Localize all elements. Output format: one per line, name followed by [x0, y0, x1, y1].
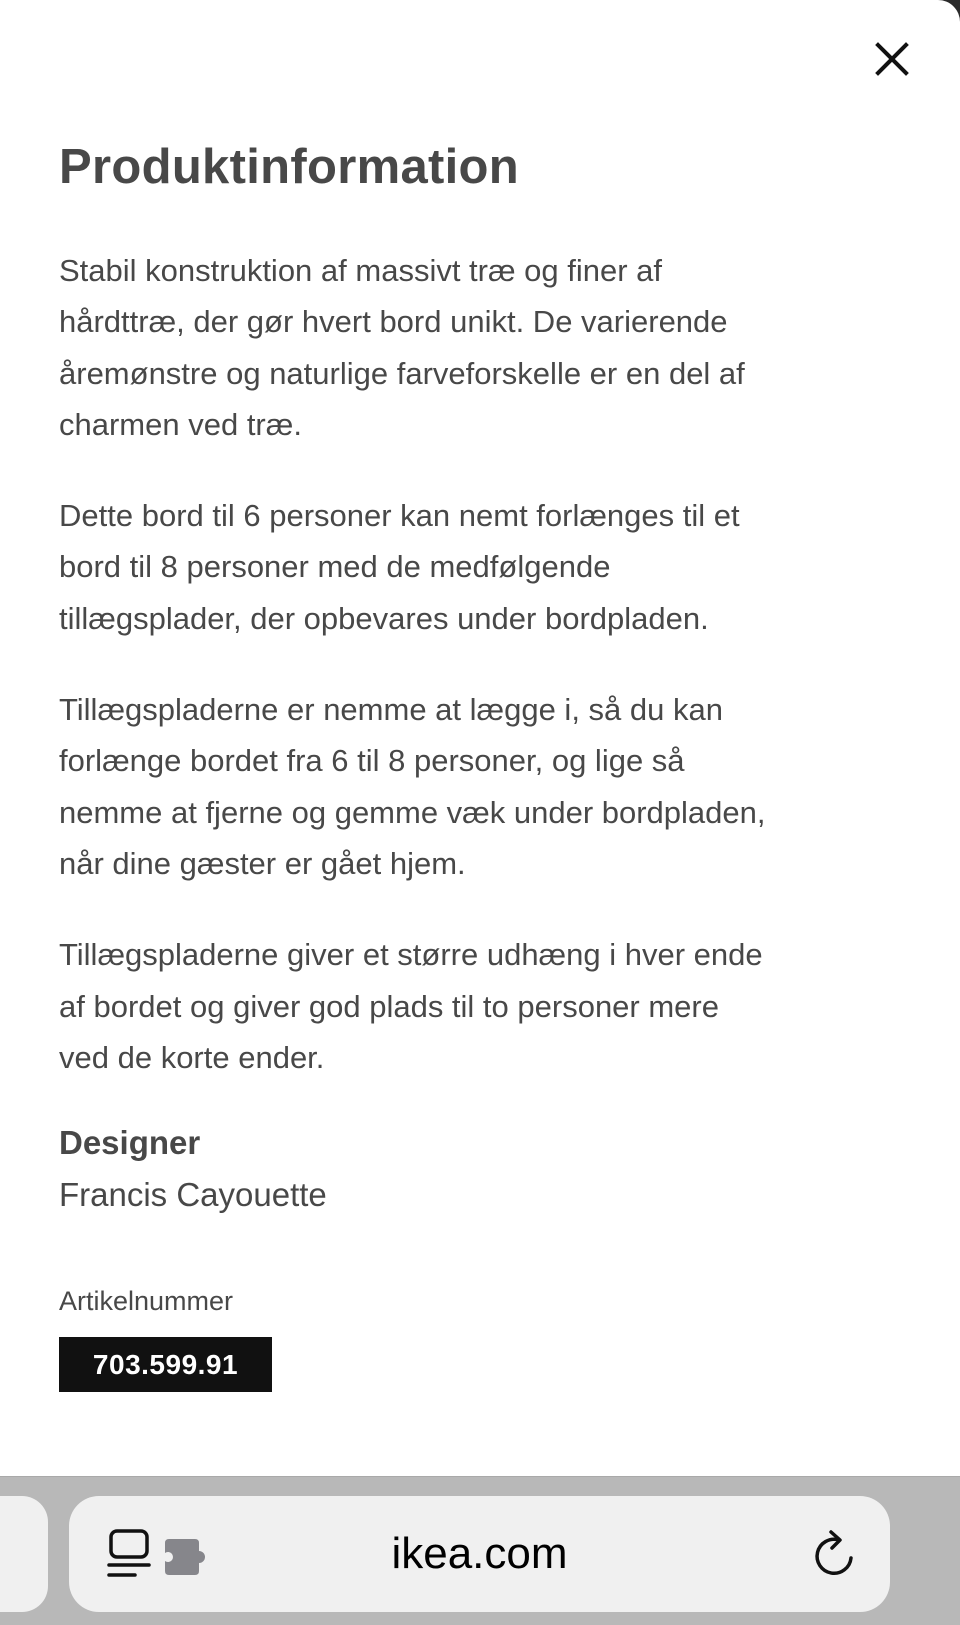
url-text[interactable]: ikea.com — [391, 1529, 568, 1578]
text-line: bord til 8 personer med de medfølgende — [59, 549, 611, 585]
product-description — [59, 245, 919, 1123]
designer-name: Francis Cayouette — [59, 1176, 327, 1213]
reload-icon — [809, 1530, 859, 1580]
designer-heading: Designer — [59, 1124, 201, 1161]
article-number-label: Artikelnummer — [59, 1286, 234, 1316]
text-line: Tillægspladerne giver et større udhæng i hver ende — [59, 937, 763, 973]
description-paragraph — [59, 684, 919, 889]
text-line: ved de korte ender. — [59, 1039, 325, 1075]
text-line: Dette bord til 6 personer kan nemt forlænges til et — [59, 498, 740, 534]
previous-tab-pill[interactable] — [0, 1496, 48, 1612]
description-paragraph — [59, 929, 919, 1083]
text-line: af bordet og giver god plads til to personer mere — [59, 988, 719, 1024]
description-paragraph — [59, 245, 919, 450]
text-line: nemme at fjerne og gemme væk under bordpladen, — [59, 794, 766, 830]
text-line: åremønstre og naturlige farveforskelle er en del af — [59, 355, 745, 391]
text-line: charmen ved træ. — [59, 406, 302, 442]
text-line: Stabil konstruktion af massivt træ og finer af — [59, 253, 663, 288]
text-line: når dine gæster er gået hjem. — [59, 845, 466, 881]
close-icon — [872, 39, 912, 79]
reload-button[interactable] — [809, 1530, 859, 1580]
text-line: Tillægspladerne er nemme at lægge i, så du kan — [59, 692, 723, 728]
address-bar[interactable] — [69, 1496, 890, 1612]
description-paragraph — [59, 490, 919, 644]
text-line: tillægsplader, der opbevares under bordpladen. — [59, 600, 709, 636]
modal-title: Produktinformation — [59, 140, 519, 194]
text-line: hårdttræ, der gør hvert bord unikt. De varierende — [59, 304, 728, 340]
browser-toolbar — [0, 1476, 960, 1625]
text-line: forlænge bordet fra 6 til 8 personer, og lige så — [59, 743, 685, 779]
article-number-badge: 703.599.91 — [59, 1337, 272, 1392]
close-button[interactable] — [872, 39, 912, 79]
